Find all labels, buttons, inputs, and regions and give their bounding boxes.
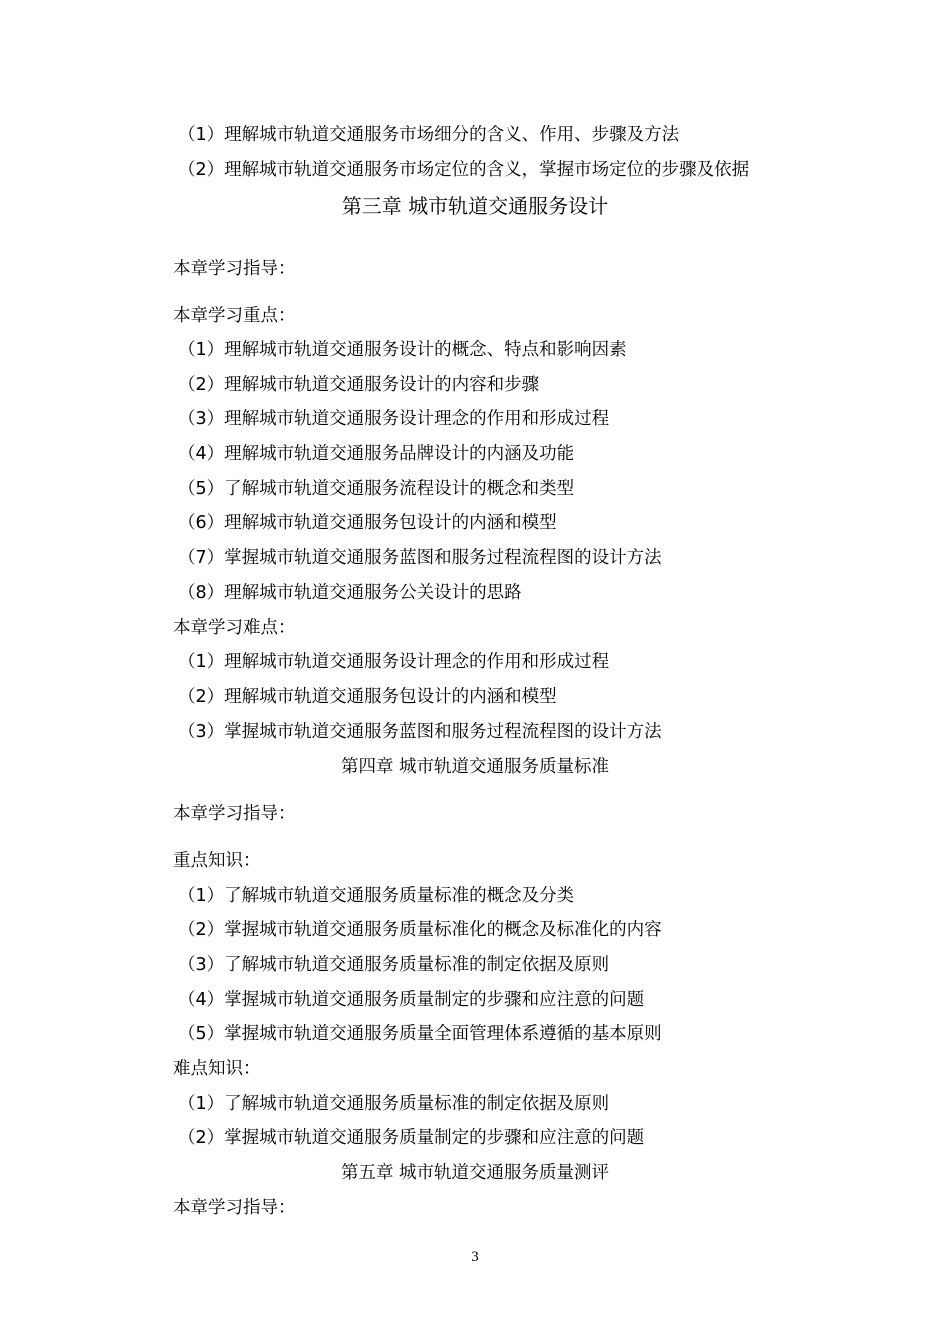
- section-label: 本章学习指导：: [173, 1198, 296, 1218]
- list-item: （2）理解城市轨道交通服务设计的内容和步骤: [178, 375, 540, 395]
- list-item: （3）掌握城市轨道交通服务蓝图和服务过程流程图的设计方法: [178, 722, 662, 742]
- chapter-3-title: 第三章 城市轨道交通服务设计: [341, 194, 609, 218]
- list-item: （1）理解城市轨道交通服务市场细分的含义、作用、步骤及方法: [178, 125, 680, 145]
- list-item: （2）理解城市轨道交通服务包设计的内涵和模型: [178, 687, 557, 707]
- list-item: （2）掌握城市轨道交通服务质量标准化的概念及标准化的内容: [178, 920, 662, 940]
- list-item: （2）理解城市轨道交通服务市场定位的含义，掌握市场定位的步骤及依据: [178, 160, 750, 180]
- chapter-4-title: 第四章 城市轨道交通服务质量标准: [340, 757, 610, 777]
- list-item: （7）掌握城市轨道交通服务蓝图和服务过程流程图的设计方法: [178, 548, 662, 568]
- section-label: 本章学习重点：: [173, 306, 296, 326]
- list-item: （1）理解城市轨道交通服务设计理念的作用和形成过程: [178, 652, 610, 672]
- list-item: （4）理解城市轨道交通服务品牌设计的内涵及功能: [178, 444, 575, 464]
- list-item: （1）了解城市轨道交通服务质量标准的概念及分类: [178, 886, 575, 906]
- list-item: （4）掌握城市轨道交通服务质量制定的步骤和应注意的问题: [178, 990, 645, 1010]
- list-item: （3）理解城市轨道交通服务设计理念的作用和形成过程: [178, 409, 610, 429]
- section-label: 重点知识：: [173, 851, 261, 871]
- list-item: （1）理解城市轨道交通服务设计的概念、特点和影响因素: [178, 340, 627, 360]
- section-label: 本章学习难点：: [173, 618, 296, 638]
- section-label: 本章学习指导：: [173, 804, 296, 824]
- list-item: （5）掌握城市轨道交通服务质量全面管理体系遵循的基本原则: [178, 1024, 662, 1044]
- list-item: （1）了解城市轨道交通服务质量标准的制定依据及原则: [178, 1094, 610, 1114]
- list-item: （5）了解城市轨道交通服务流程设计的概念和类型: [178, 479, 575, 499]
- section-label: 难点知识：: [173, 1059, 261, 1079]
- list-item: （6）理解城市轨道交通服务包设计的内涵和模型: [178, 513, 557, 533]
- chapter-5-title: 第五章 城市轨道交通服务质量测评: [340, 1163, 610, 1183]
- list-item: （3）了解城市轨道交通服务质量标准的制定依据及原则: [178, 955, 610, 975]
- list-item: （2）掌握城市轨道交通服务质量制定的步骤和应注意的问题: [178, 1128, 645, 1148]
- page-number: 3: [471, 1249, 479, 1265]
- section-label: 本章学习指导：: [173, 259, 296, 279]
- list-item: （8）理解城市轨道交通服务公关设计的思路: [178, 583, 522, 603]
